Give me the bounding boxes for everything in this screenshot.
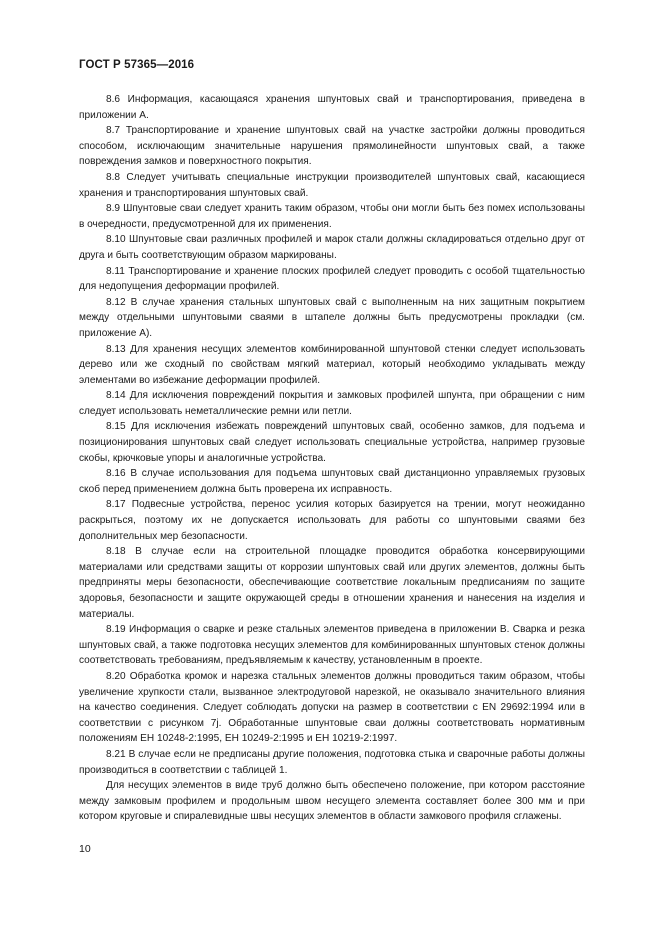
paragraph-8-7: 8.7 Транспортирование и хранение шпунтовых свай на участке застройки должны проводиться способом, исключающим значительные нарушения прямолинейности шпунтовых свай, а также повреждения замков и поверхностного покрытия. <box>79 125 585 168</box>
paragraph-8-10: 8.10 Шпунтовые сваи различных профилей и марок стали должны складироваться отдельно друг от друга и быть соответствующим образом маркированы. <box>79 234 585 261</box>
paragraph-8-18: 8.18 В случае если на строительной площадке проводится обработка консервирующими материалами или средствами защиты от коррозии шпунтовых свай или других элементов, должны быть предприняты меры безопасности, обеспечивающие соответствие локальным предписаниям по защите здоровья, безопасности и защите окружающей среды в отношении хранения и нанесения на изделия и материалы. <box>79 546 585 620</box>
paragraph-8-11: 8.11 Транспортирование и хранение плоских профилей следует проводить с особой тщательностью для недопущения деформации профилей. <box>79 265 585 293</box>
document-body <box>79 92 585 825</box>
paragraph-8-20: 8.20 Обработка кромок и нарезка стальных элементов должны проводиться таким образом, чтобы увеличение хрупкости стали, вызванное электродуговой нарезкой, не оказывало значительного влияния на качество соединения. Следует соблюдать допуски на размер в соответствии с EN 29692:1994 или в соответствии с рисунком 7j. Обработанные шпунтовые сваи должны соответствовать нормативным положениям ЕН 10248-2:1995, ЕН 10249-2:1995 и ЕН 10219-2:1997. <box>79 670 585 745</box>
paragraph-8-9: 8.9 Шпунтовые сваи следует хранить таким образом, чтобы они могли быть без помех использованы в очередности, предусмотренной для их применения. <box>79 203 585 230</box>
standard-code-header: ГОСТ Р 57365—2016 <box>79 59 195 71</box>
paragraph-8-16: 8.16 В случае использования для подъема шпунтовых свай дистанционно управляемых грузовых скоб перед применением должна быть проверена их исправность. <box>79 468 585 495</box>
paragraph-8-14: 8.14 Для исключения повреждений покрытия и замковых профилей шпунта, при обращении с ним следует использовать неметаллические ремни или петли. <box>79 390 585 417</box>
paragraph-8-17: 8.17 Подвесные устройства, перенос усилия которых базируется на трении, могут неожиданно раскрыться, поэтому их не допускается использовать для работы со шпунтовыми сваями без дополнительных мер безопасности. <box>79 499 585 542</box>
paragraph-8-12: 8.12 В случае хранения стальных шпунтовых свай с выполненным на них защитным покрытием между отдельными шпунтовыми сваями в штапеле должны быть предусмотрены прокладки (см. приложение А). <box>79 296 585 339</box>
paragraph-8-6: 8.6 Информация, касающаяся хранения шпунтовых свай и транспортирования, приведена в приложении А. <box>79 94 585 121</box>
paragraph-8-13: 8.13 Для хранения несущих элементов комбинированной шпунтовой стенки следует использовать дерево или же сходный по свойствам мягкий материал, который необходимо укладывать между элементами во избежание деформации профилей. <box>79 343 585 386</box>
paragraph-pipe-elements: Для несущих элементов в виде труб должно быть обеспечено положение, при котором расстояние между замковым профилем и продольным швом несущего элемента составляет более 300 мм и при котором круговые и спиралевидные швы несущих элементов в области замкового профиля сглажены. <box>79 780 585 823</box>
paragraph-8-15: 8.15 Для исключения избежать повреждений шпунтовых свай, особенно замков, для подъема и позиционирования шпунтовых свай следует использовать специальные устройства, например грузовые скобы, крючковые упоры и аналогичные устройства. <box>79 421 585 464</box>
paragraph-8-21: 8.21 В случае если не предписаны другие положения, подготовка стыка и сварочные работы должны производиться в соответствии с таблицей 1. <box>79 748 585 776</box>
paragraph-8-19: 8.19 Информация о сварке и резке стальных элементов приведена в приложении В. Сварка и резка шпунтовых свай, а также подготовка несущих элементов для комбинированных шпунтовых стенок должны соответствовать требованиям, предъявляемым к качеству, установленным в проекте. <box>79 624 585 667</box>
paragraph-8-8: 8.8 Следует учитывать специальные инструкции производителей шпунтовых свай, касающиеся хранения и транспортирования шпунтовых свай. <box>79 171 585 199</box>
page-number: 10 <box>79 843 91 855</box>
